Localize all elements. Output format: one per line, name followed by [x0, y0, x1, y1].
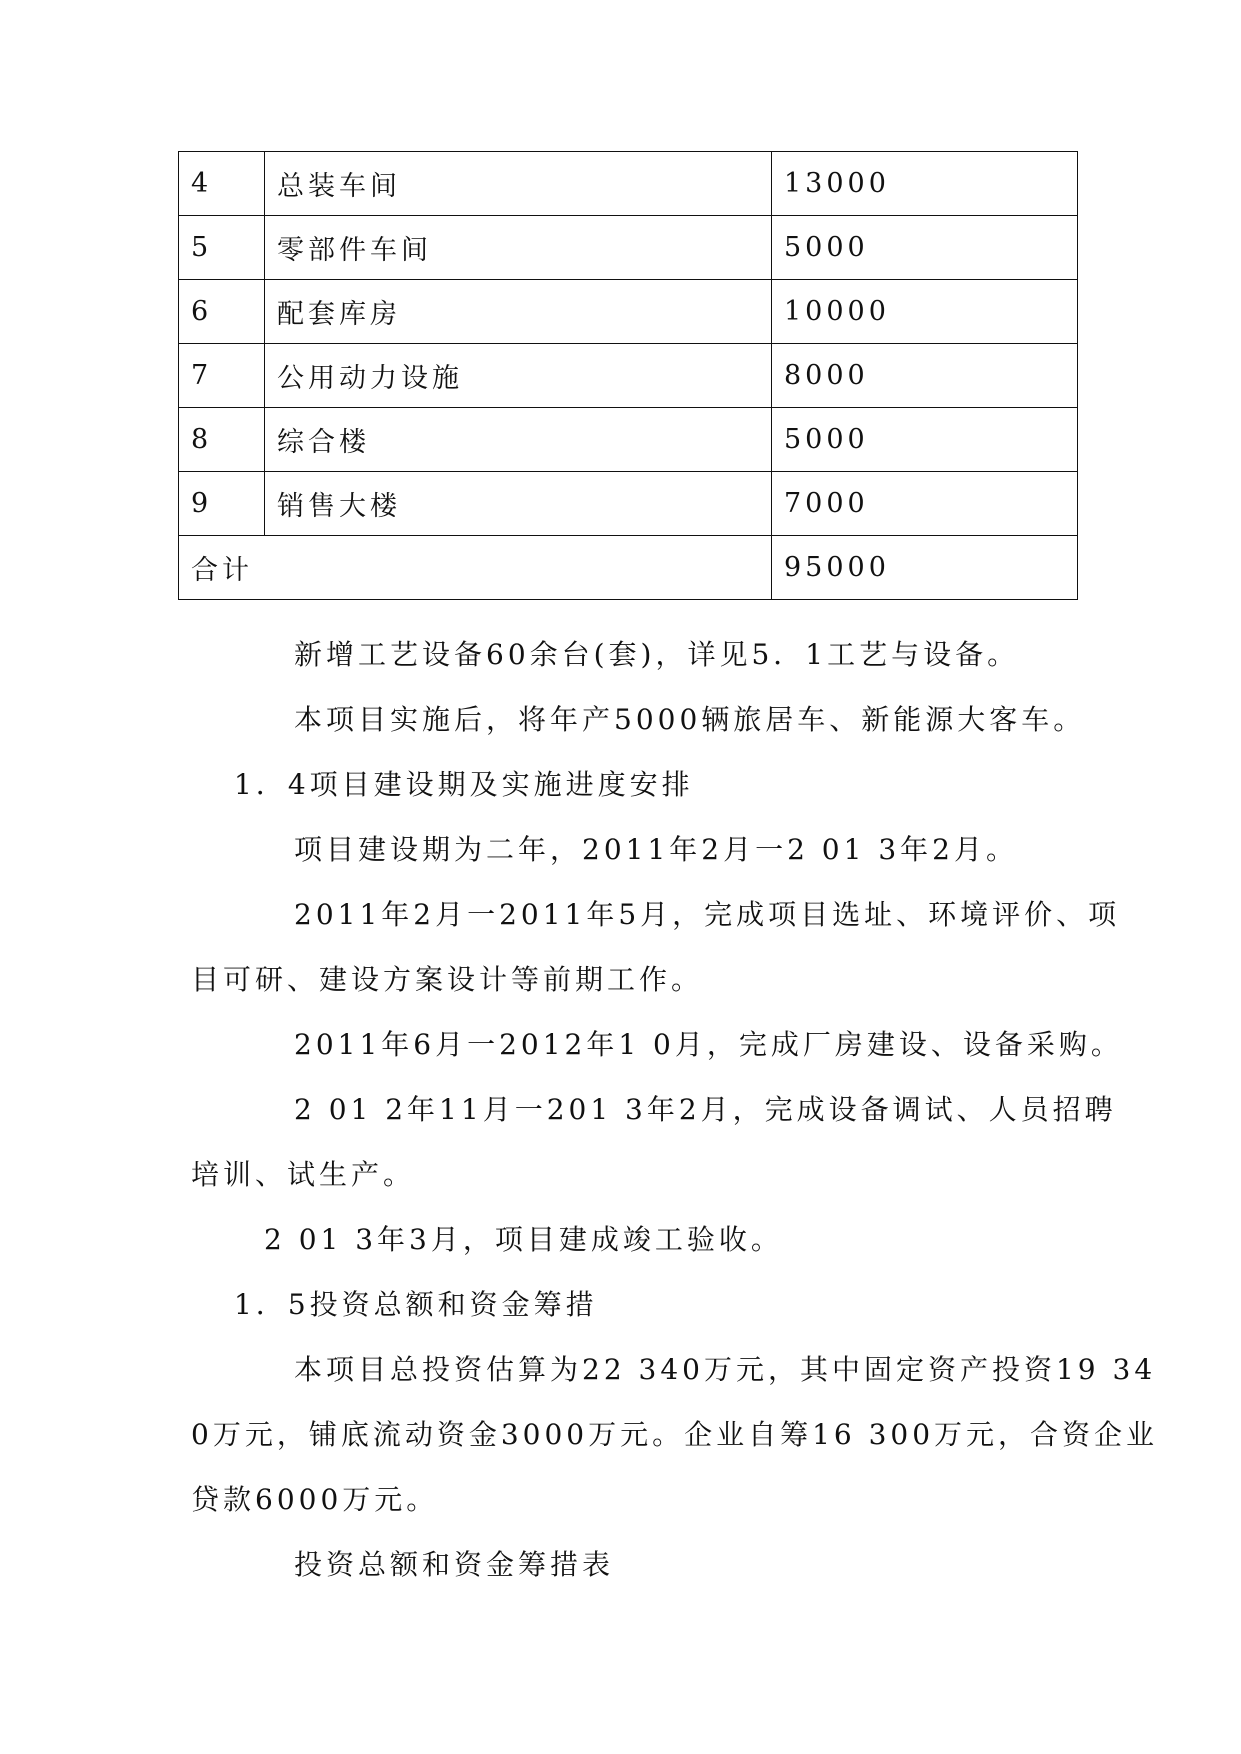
paragraph-phase3-line1: 2 01 2年11月一201 3年2月，完成设备调试、人员招聘 [294, 1093, 1117, 1126]
table-row [179, 472, 1078, 536]
paragraph-investment-line3: 贷款6000万元。 [191, 1483, 439, 1516]
row-name: 零部件车间 [265, 216, 772, 280]
row-number: 8 [179, 408, 265, 472]
table-total-row [179, 536, 1078, 600]
table-row [179, 216, 1078, 280]
paragraph-phase2: 2011年6月一2012年1 0月，完成厂房建设、设备采购。 [294, 1028, 1123, 1061]
paragraph-investment-line1: 本项目总投资估算为22 340万元，其中固定资产投资19 34 [294, 1353, 1157, 1386]
row-name: 销售大楼 [265, 472, 772, 536]
row-number: 6 [179, 280, 265, 344]
total-value: 95000 [772, 536, 1078, 600]
row-value: 8000 [772, 344, 1078, 408]
row-value: 10000 [772, 280, 1078, 344]
section-heading-investment: 1．5投资总额和资金筹措 [234, 1288, 598, 1321]
total-label: 合计 [179, 536, 772, 600]
row-name: 综合楼 [265, 408, 772, 472]
paragraph-phase1-line2: 目可研、建设方案设计等前期工作。 [191, 963, 704, 996]
building-area-table [178, 151, 1078, 600]
row-name: 总装车间 [265, 152, 772, 216]
table-row [179, 408, 1078, 472]
row-number: 9 [179, 472, 265, 536]
row-number: 7 [179, 344, 265, 408]
row-value: 5000 [772, 216, 1078, 280]
section-heading-schedule: 1．4项目建设期及实施进度安排 [234, 768, 694, 801]
row-name: 公用动力设施 [265, 344, 772, 408]
paragraph-phase3-line2: 培训、试生产。 [191, 1158, 416, 1191]
paragraph-equipment: 新增工艺设备60余台(套)，详见5．1工艺与设备。 [294, 638, 1020, 671]
table-row [179, 152, 1078, 216]
row-name: 配套库房 [265, 280, 772, 344]
paragraph-output: 本项目实施后，将年产5000辆旅居车、新能源大客车。 [294, 703, 1086, 736]
row-value: 5000 [772, 408, 1078, 472]
table-caption: 投资总额和资金筹措表 [294, 1548, 615, 1581]
paragraph-completion: 2 01 3年3月，项目建成竣工验收。 [264, 1223, 783, 1256]
row-number: 5 [179, 216, 265, 280]
table-row [179, 344, 1078, 408]
row-value: 7000 [772, 472, 1078, 536]
paragraph-period: 项目建设期为二年，2011年2月一2 01 3年2月。 [294, 833, 1018, 866]
table-row [179, 280, 1078, 344]
paragraph-investment-line2: 0万元，铺底流动资金3000万元。企业自筹16 300万元，合资企业 [191, 1418, 1159, 1451]
paragraph-phase1-line1: 2011年2月一2011年5月，完成项目选址、环境评价、项 [294, 898, 1121, 931]
row-number: 4 [179, 152, 265, 216]
row-value: 13000 [772, 152, 1078, 216]
